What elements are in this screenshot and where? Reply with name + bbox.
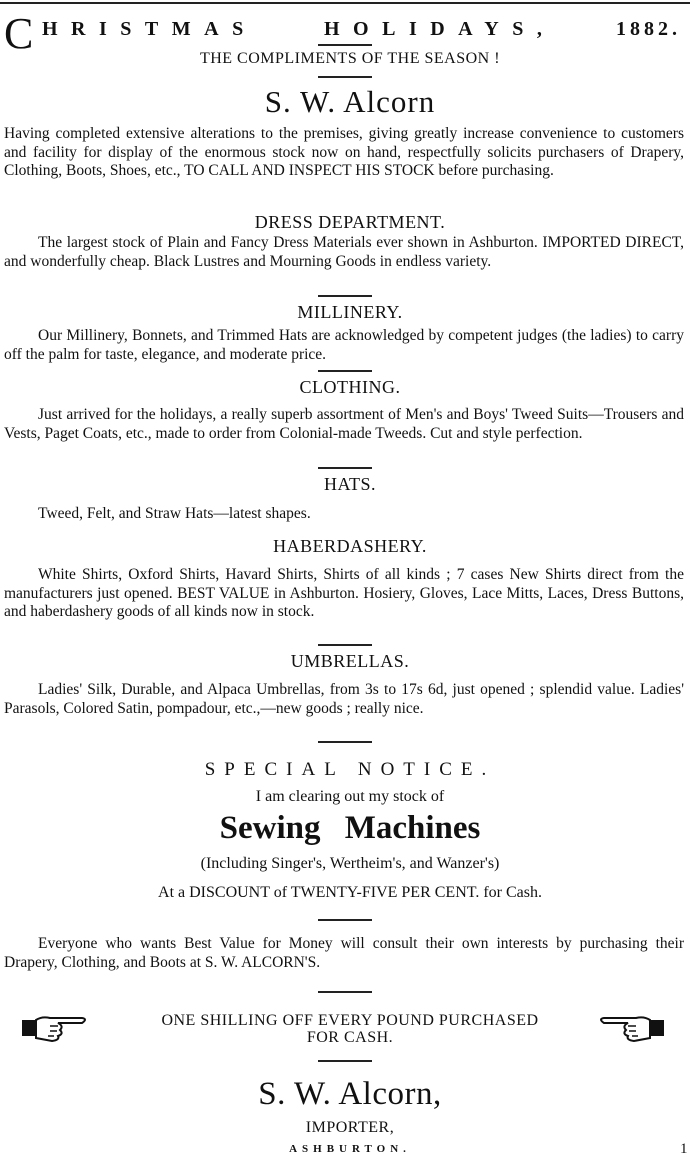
cash-offer-line2: FOR CASH.: [306, 1029, 394, 1046]
special-notice-brands: (Including Singer's, Wertheim's, and Wanzer's): [200, 855, 500, 872]
masthead-holidays: HOLIDAYS,: [324, 18, 556, 40]
page-number: 1: [680, 1141, 688, 1157]
divider: [318, 370, 372, 372]
divider: [318, 919, 372, 921]
compliments-line: THE COMPLIMENTS OF THE SEASON !: [199, 50, 501, 67]
masthead-christmas: HRISTMAS: [42, 18, 257, 40]
masthead-year: 1882.: [616, 18, 681, 40]
section-body-millinery: Our Millinery, Bonnets, and Trimmed Hats are acknowledged by competent judges (the ladies) to carry off the palm for taste, elegance, and moderate price.: [4, 327, 684, 363]
section-title-clothing: CLOTHING.: [299, 377, 401, 397]
drop-cap: C: [4, 9, 34, 58]
divider: [318, 44, 372, 46]
top-rule: [0, 2, 690, 4]
signature-title: IMPORTER,: [305, 1119, 395, 1136]
masthead: [2, 9, 692, 58]
section-body-dress: The largest stock of Plain and Fancy Dress Materials ever shown in Ashburton. IMPORTED DIRECT, and wonderfully cheap. Black Lustres and Mourning Goods in endless variety.: [4, 234, 684, 270]
divider: [318, 467, 372, 469]
merchant-name: S. W. Alcorn: [264, 84, 436, 119]
section-title-dress: DRESS DEPARTMENT.: [254, 212, 446, 232]
divider: [318, 76, 372, 78]
section-title-hats: HATS.: [323, 474, 376, 494]
section-body-hats: Tweed, Felt, and Straw Hats—latest shapes.: [38, 505, 311, 522]
cash-offer-line1: ONE SHILLING OFF EVERY POUND PURCHASED: [161, 1012, 539, 1029]
special-notice-discount: At a DISCOUNT of TWENTY-FIVE PER CENT. for Cash.: [158, 884, 542, 901]
divider: [318, 644, 372, 646]
value-message: Everyone who wants Best Value for Money will consult their own interests by purchasing their Drapery, Clothing, and Boots at S. W. ALCORN'S.: [4, 935, 684, 971]
pointing-hand-left-icon: [596, 1008, 666, 1044]
signature-location: ASHBURTON.: [289, 1143, 411, 1155]
divider: [318, 991, 372, 993]
section-body-haberdashery: White Shirts, Oxford Shirts, Havard Shirts, Shirts of all kinds ; 7 cases New Shirts direct from the manufacturers just opened. BEST VALUE in Ashburton. Hosiery, Gloves, Lace Mitts, Laces, Dress Buttons, and haberdashery goods of all kinds now in stock.: [4, 566, 684, 620]
intro-paragraph: Having completed extensive alterations to the premises, giving greatly increase convenience to customers and facility for display of the enormous stock now on hand, respectfully solicits purchasers of Drapery, Clothing, Boots, Shoes, etc., TO CALL AND INSPECT HIS STOCK before purchasing.: [4, 125, 684, 179]
section-body-umbrellas: Ladies' Silk, Durable, and Alpaca Umbrellas, from 3s to 17s 6d, just opened ; splendid value. Ladies' Parasols, Colored Satin, pompadour, etc.,—new goods ; really nice.: [4, 681, 684, 717]
section-title-haberdashery: HABERDASHERY.: [273, 536, 427, 556]
special-notice-title: SPECIAL NOTICE.: [204, 759, 496, 780]
signature-name: S. W. Alcorn,: [258, 1076, 442, 1112]
section-title-umbrellas: UMBRELLAS.: [290, 651, 410, 671]
section-body-clothing: Just arrived for the holidays, a really superb assortment of Men's and Boys' Tweed Suits—Trousers and Vests, Paget Coats, etc., made to order from Colonial-made Tweeds. Cut and style perfection.: [4, 406, 684, 442]
divider: [318, 1060, 372, 1062]
special-notice-line: I am clearing out my stock of: [255, 788, 445, 805]
section-title-millinery: MILLINERY.: [297, 302, 403, 322]
divider: [318, 741, 372, 743]
divider: [318, 295, 372, 297]
sewing-machines-headline: Sewing Machines: [219, 810, 481, 846]
